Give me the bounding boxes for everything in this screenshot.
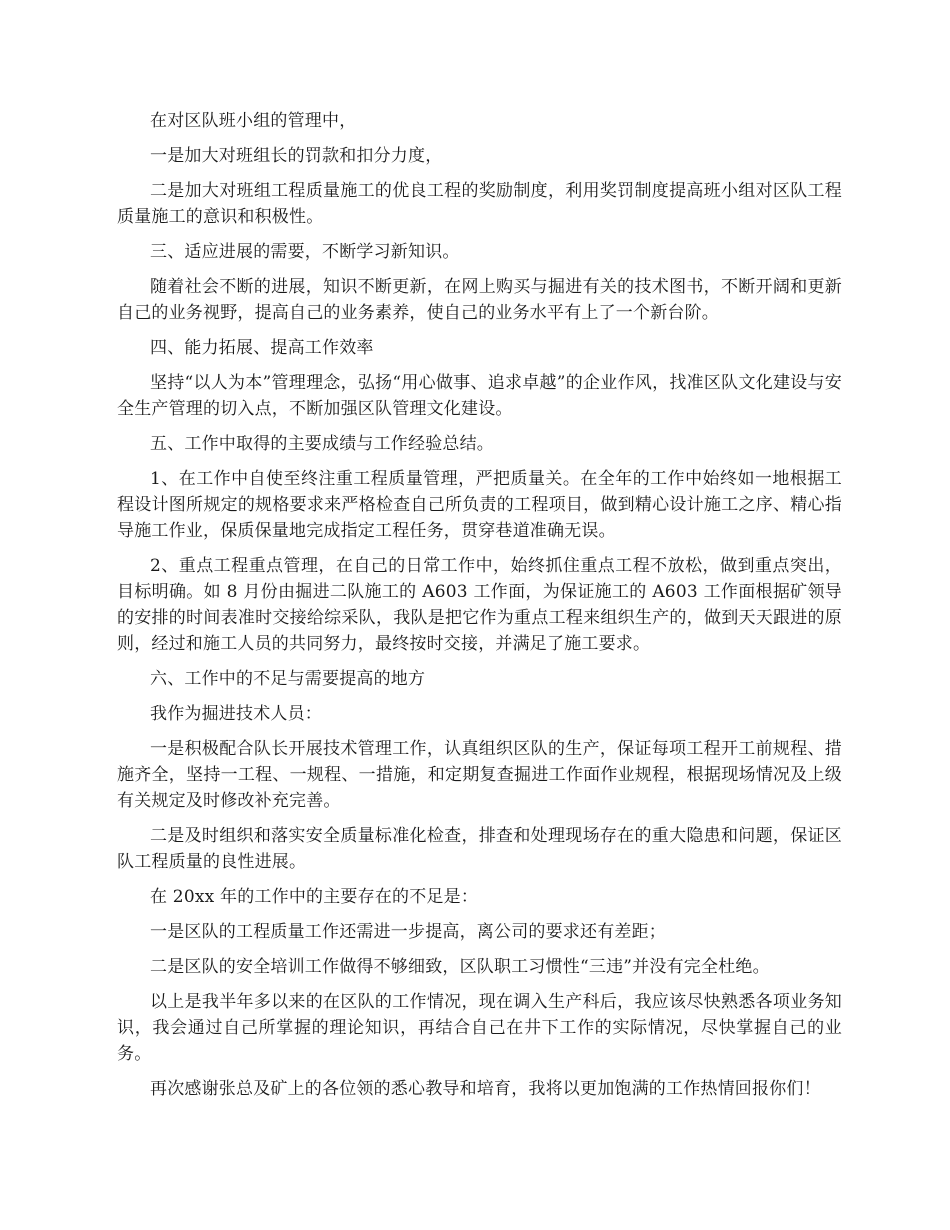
paragraph-intro: 在对区队班小组的管理中， [150,111,357,131]
paragraph: 一是积极配合队长开展技术管理工作，认真组织区队的生产，保证每项工程开工前规程、措施齐全，坚持一工程、一规程、一措施，和定期复查掘进工作面作业规程，根据现场情况及上级有关规定及时修改补充完善。 [117,739,842,811]
paragraph: 2、重点工程重点管理，在自己的日常工作中，始终抓住重点工程不放松，做到重点突出，目标明确。如 8 月份由掘进二队施工的 A603 工作面，为保证施工的 A603 工作面根据矿领导的安排的时间表准时交接给综采队，我队是把它作为重点工程来组织生产的，做到天天跟进的原则，经过和施工人员的共同努力，最终按时交接，并满足了施工要求。 [117,556,842,654]
paragraph: 在 20xx 年的工作中的主要存在的不足是： [150,887,479,907]
section-heading: 三、适应进展的需要，不断学习新知识。 [150,242,460,262]
paragraph: 坚持“以人为本”管理理念，弘扬“用心做事、追求卓越”的企业作风，找准区队文化建设与安全生产管理的切入点，不断加强区队管理文化建设。 [117,373,842,419]
section-heading: 四、能力拓展、提高工作效率 [150,338,374,358]
document-body [117,108,842,1111]
paragraph: 二是区队的安全培训工作做得不够细致，区队职工习惯性“三违”并没有完全杜绝。 [150,957,770,977]
paragraph: 我作为掘进技术人员： [150,704,322,724]
section-heading: 六、工作中的不足与需要提高的地方 [150,669,426,689]
paragraph: 二是及时组织和落实安全质量标准化检查，排查和处理现场存在的重大隐患和问题，保证区队工程质量的良性进展。 [117,826,842,872]
section-heading: 五、工作中取得的主要成绩与工作经验总结。 [150,434,494,454]
paragraph: 一是加大对班组长的罚款和扣分力度， [150,146,443,166]
paragraph: 二是加大对班组工程质量施工的优良工程的奖励制度，利用奖罚制度提高班小组对区队工程质量施工的意识和积极性。 [117,181,842,227]
paragraph-closing: 再次感谢张总及矿上的各位领的悉心教导和培育，我将以更加饱满的工作热情回报你们！ [150,1079,821,1099]
paragraph: 随着社会不断的进展，知识不断更新，在网上购买与掘进有关的技术图书，不断开阔和更新自己的业务视野，提高自己的业务素养，使自己的业务水平有上了一个新台阶。 [117,277,842,323]
paragraph: 1、在工作中自使至终注重工程质量管理，严把质量关。在全年的工作中始终如一地根据工程设计图所规定的规格要求来严格检查自己所负责的工程项目，做到精心设计施工之序、精心指导施工作业，保质保量地完成指定工程任务，贯穿巷道准确无误。 [117,469,842,541]
paragraph: 一是区队的工程质量工作还需进一步提高，离公司的要求还有差距； [150,922,666,942]
paragraph: 以上是我半年多以来的在区队的工作情况，现在调入生产科后，我应该尽快熟悉各项业务知识，我会通过自己所掌握的理论知识，再结合自己在井下工作的实际情况，尽快掌握自己的业务。 [117,992,842,1064]
